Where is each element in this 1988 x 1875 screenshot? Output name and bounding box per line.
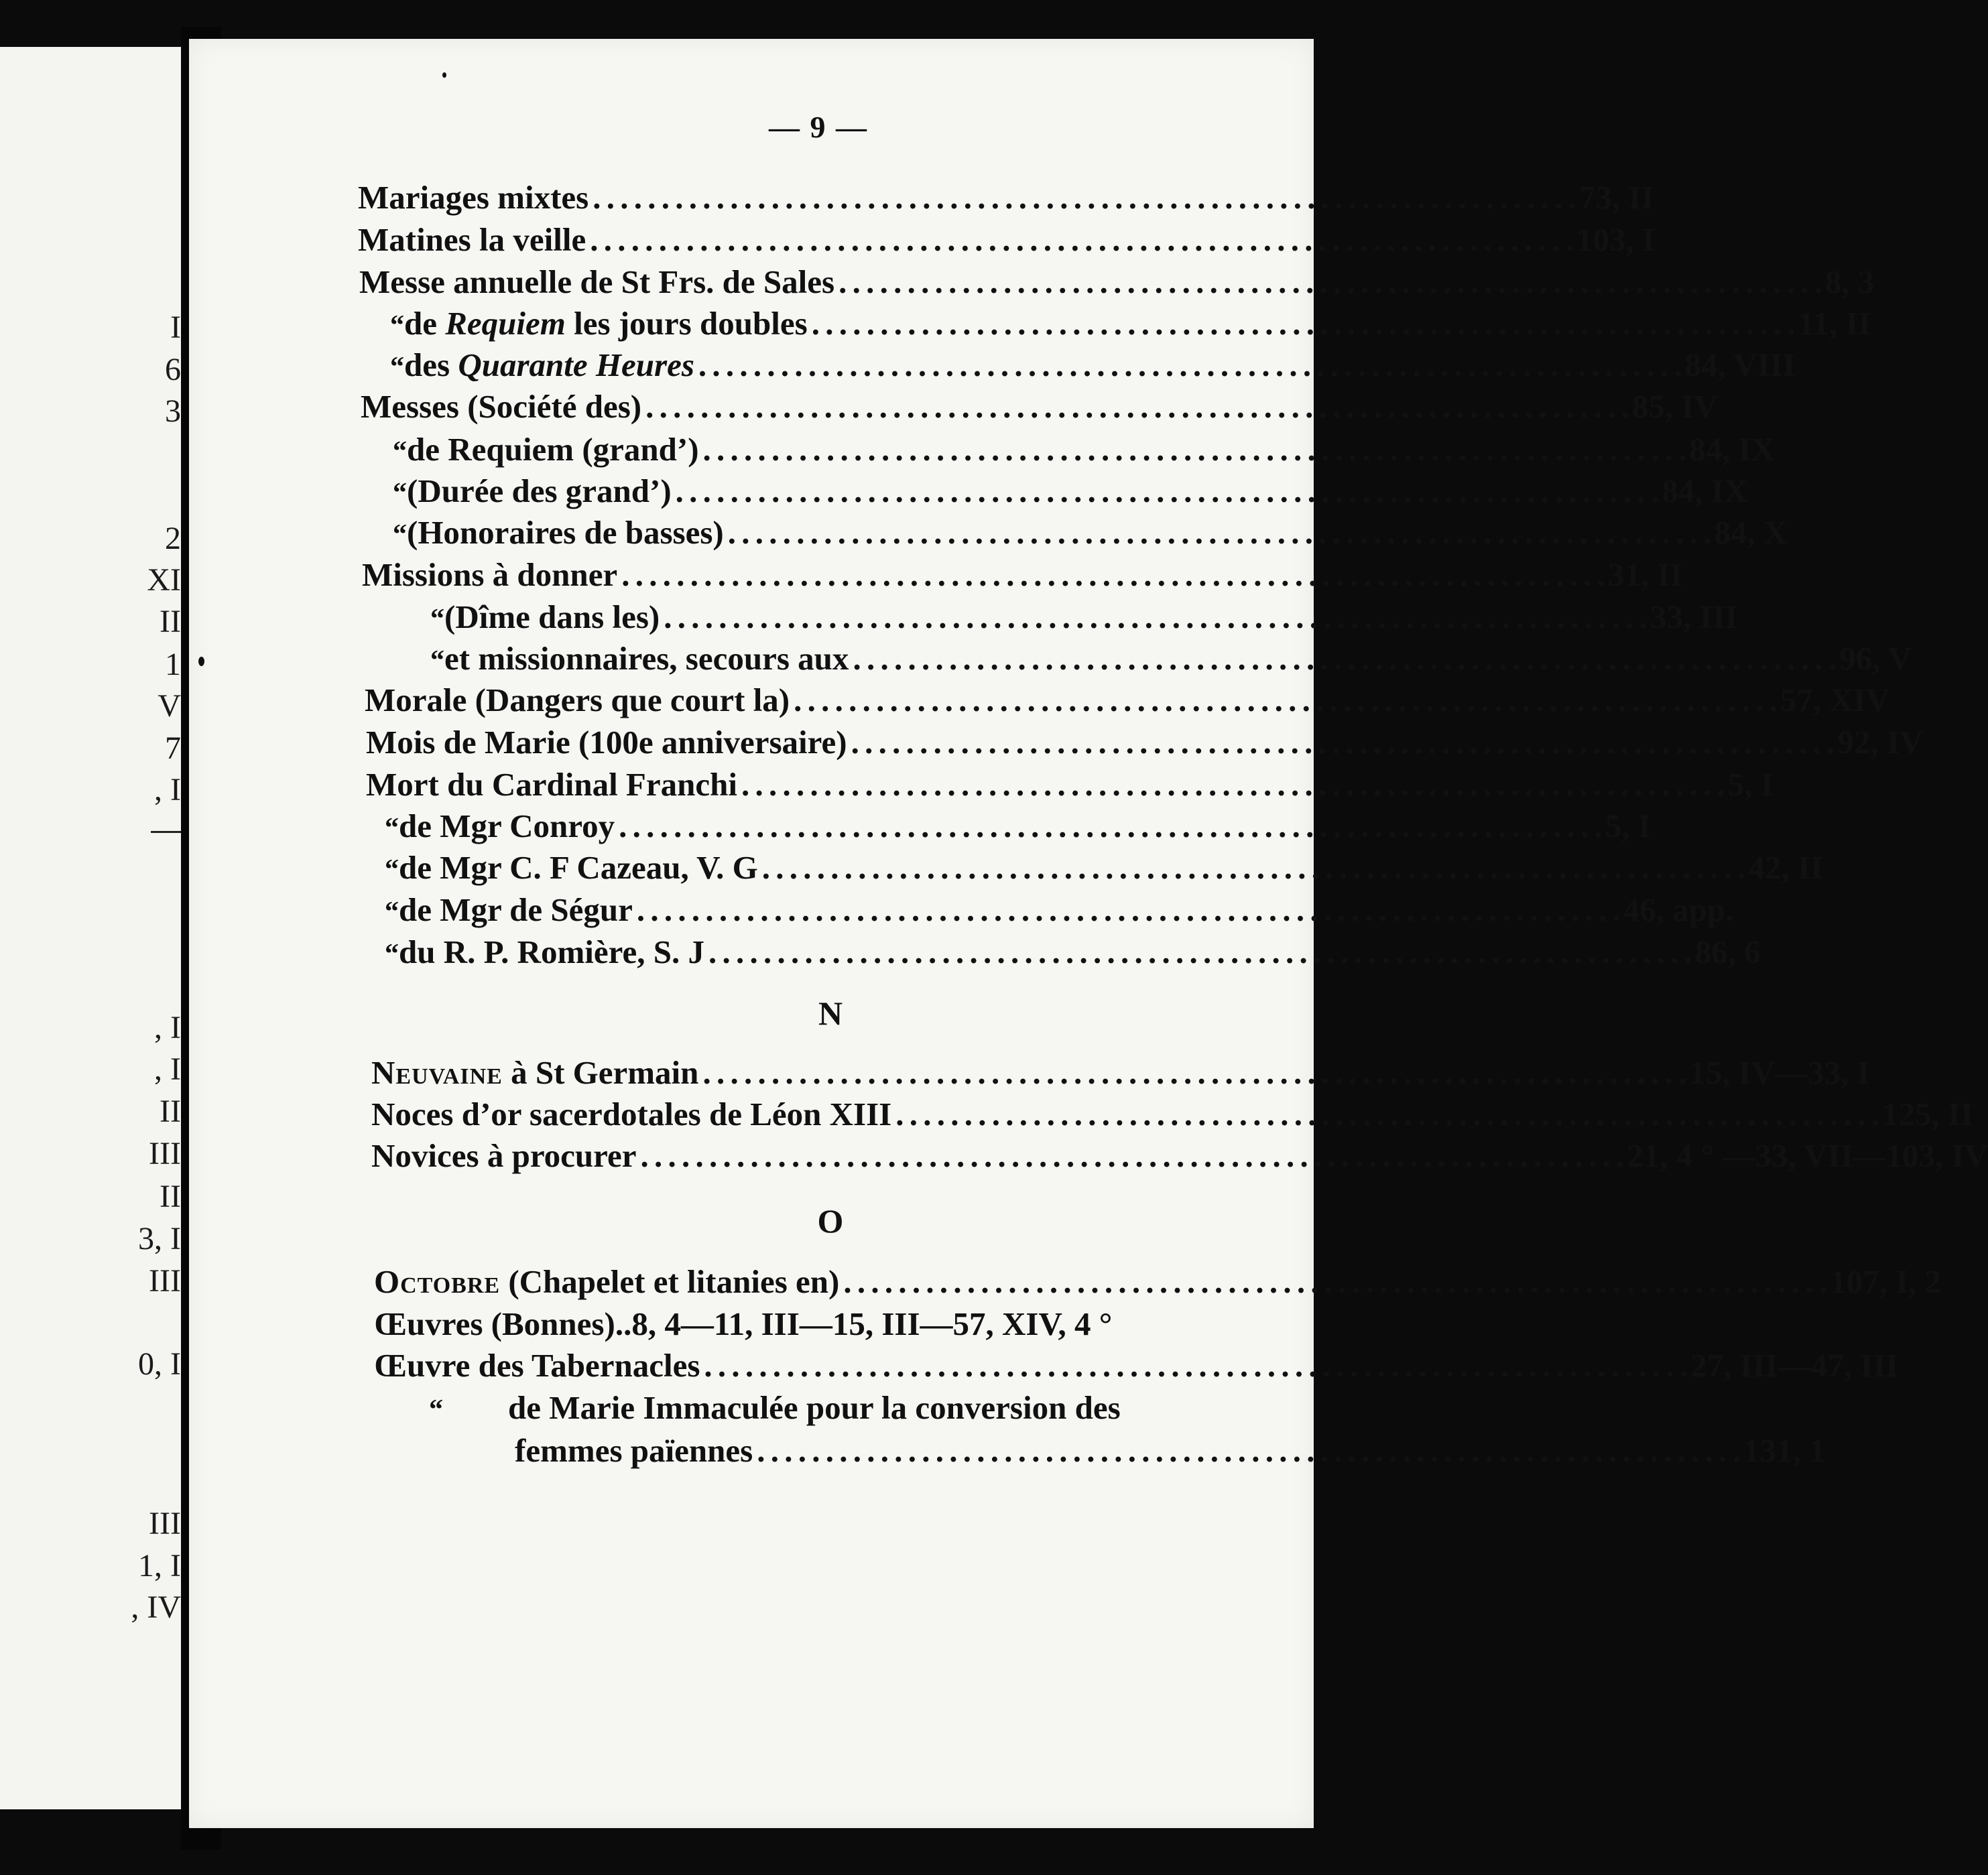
entry-reference: 103, I [1576, 221, 1656, 258]
ditto-mark: “ [385, 813, 399, 844]
index-entry [371, 1137, 1988, 1174]
ditto-mark: “ [429, 1395, 443, 1425]
left-fragment-text: III [149, 1506, 181, 1541]
index-entry [366, 724, 1924, 761]
index-entry [429, 1391, 1358, 1424]
entry-text: Œuvre des Tabernacles [374, 1347, 700, 1384]
dot-leader [703, 433, 1686, 466]
dot-leader [843, 1265, 1826, 1298]
index-entry [361, 388, 1718, 425]
entry-reference: 5, I [1605, 807, 1651, 844]
entry-text: Messe annuelle de St Frs. de Sales [359, 263, 835, 300]
entry-reference: 84, IX [1662, 472, 1748, 509]
left-fragment-text: 1, I [138, 1548, 181, 1583]
left-fragment-text: 3, I [138, 1221, 181, 1256]
index-entry [366, 766, 1774, 803]
dot-leader [702, 1056, 1685, 1089]
entry-text: Neuvaine à St Germain [371, 1054, 699, 1091]
entry-text: (Durée des grand’) [407, 472, 672, 509]
ditto-mark: “ [385, 897, 399, 927]
entry-text: du R. P. Romière, S. J [399, 933, 705, 970]
entry-text: Matines la veille [358, 221, 586, 258]
entry-reference: 107, I, 2 [1830, 1263, 1942, 1300]
scan-speck [198, 657, 204, 666]
entry-reference: 33, III [1650, 598, 1738, 635]
entry-text: de Marie Immaculée pour la conversion des [508, 1389, 1121, 1426]
entry-reference: 131, 1 [1743, 1432, 1826, 1469]
ditto-mark: “ [385, 939, 399, 970]
index-entry [393, 514, 1788, 551]
entry-reference: 5, I [1727, 766, 1774, 803]
entry-reference: 21, 4 ° —33, VII—103, IV [1627, 1137, 1988, 1174]
dot-leader [853, 642, 1835, 675]
ditto-mark: “ [385, 854, 399, 885]
entry-text: Morale (Dangers que court la) [365, 682, 790, 718]
index-page [189, 39, 1988, 1828]
entry-text: de Requiem les jours doubles [404, 305, 808, 342]
entry-reference: 11, II [1798, 305, 1871, 342]
left-fragment-text: II [160, 1094, 181, 1129]
dot-leader [593, 181, 1575, 214]
index-entry [393, 472, 1748, 509]
dot-leader [708, 935, 1691, 968]
entry-text: Mariages mixtes [358, 179, 589, 216]
left-fragment-text: , I [154, 1010, 181, 1045]
page-number: — 9 — [769, 110, 868, 144]
entry-text: de Mgr C. F Cazeau, V. G [399, 849, 758, 886]
ditto-mark: “ [393, 478, 407, 509]
entry-reference: 92, IV [1837, 724, 1924, 761]
index-entry [390, 346, 1796, 383]
ditto-mark: “ [393, 519, 407, 550]
entry-text: de Requiem (grand’) [407, 431, 699, 468]
index-entry [359, 263, 1875, 300]
entry-reference: 46, app. [1623, 891, 1734, 928]
entry-text: Noces d’or sacerdotales de Léon XIII [371, 1096, 892, 1133]
dot-leader [645, 390, 1628, 423]
entry-text: Octobre (Chapelet et litanies en) [374, 1263, 840, 1300]
entry-text: Mois de Marie (100e anniversaire) [366, 724, 847, 761]
dot-leader [895, 1098, 1878, 1130]
entry-reference: 42, II [1748, 849, 1824, 886]
entry-reference: 8, 3 [1824, 263, 1875, 300]
index-entry [358, 221, 1656, 258]
dot-leader [698, 348, 1681, 381]
ditto-mark: “ [390, 352, 404, 383]
ditto-mark: “ [393, 436, 407, 467]
left-fragment-text: III [149, 1263, 181, 1299]
dot-leader [812, 307, 1794, 340]
entry-text: Œuvres (Bonnes)..8, 4—11, III—15, III—57, XIV, 4 ° [374, 1305, 1113, 1342]
dot-leader [757, 1434, 1739, 1467]
dot-leader [741, 768, 1724, 801]
left-fragment-text: 2 [165, 521, 181, 556]
left-fragment-text: I [170, 310, 181, 345]
entry-text: Novices à procurer [371, 1137, 637, 1174]
entry-text: et missionnaires, secours aux [444, 640, 849, 677]
entry-reference: 84, IX [1689, 431, 1776, 468]
dot-leader [621, 558, 1604, 591]
index-entry [385, 807, 1651, 844]
entry-text: (Dîme dans les) [444, 598, 660, 635]
index-entry [362, 556, 1683, 593]
dot-leader [851, 726, 1834, 759]
left-fragment-text: XI [147, 562, 181, 598]
entry-reference: 27, III—47, III [1690, 1347, 1899, 1384]
dot-leader [704, 1349, 1686, 1382]
index-entry [371, 1096, 1974, 1133]
dot-leader [637, 893, 1619, 926]
dot-leader [794, 684, 1776, 716]
dot-leader [664, 600, 1646, 633]
entry-text: de Mgr de Ségur [399, 891, 633, 928]
entry-text: Messes (Société des) [361, 388, 642, 425]
entry-text: Missions à donner [362, 556, 618, 593]
ditto-mark: “ [390, 310, 404, 341]
left-fragment-text: V [158, 688, 181, 724]
index-entry [385, 891, 1734, 928]
index-entry [358, 179, 1654, 216]
dot-leader [838, 265, 1821, 298]
dot-leader [619, 810, 1601, 842]
left-fragment-text: , IV [131, 1590, 181, 1625]
entry-text: (Honoraires de basses) [407, 514, 724, 551]
entry-reference: 84, VIII [1684, 346, 1796, 383]
index-entry [385, 849, 1824, 886]
index-entry [365, 682, 1890, 718]
entry-reference: 31, II [1607, 556, 1683, 593]
left-fragment-text: 3 [165, 393, 181, 429]
scan-speck [442, 72, 446, 78]
section-heading-o: O [817, 1202, 844, 1240]
left-fragment-text: 6 [165, 352, 181, 387]
dot-leader [728, 516, 1711, 549]
left-fragment-text: III [149, 1136, 181, 1171]
entry-reference: 125, II [1881, 1096, 1974, 1133]
index-entry [371, 1054, 1870, 1091]
entry-text: de Mgr Conroy [399, 807, 615, 844]
left-fragment-text: , I [154, 1051, 181, 1087]
index-entry [374, 1307, 1357, 1340]
entry-reference: 57, XIV [1780, 682, 1890, 718]
section-heading-n: N [818, 994, 843, 1032]
left-rule [151, 831, 181, 833]
index-entry [390, 305, 1871, 342]
left-fragment-text: II [160, 604, 181, 639]
entry-reference: 15, IV—33, I [1689, 1054, 1870, 1091]
dot-leader [590, 223, 1572, 256]
index-entry [374, 1347, 1899, 1384]
entry-text: des Quarante Heures [404, 346, 694, 383]
dot-leader [641, 1139, 1623, 1172]
entry-reference: 96, V [1839, 640, 1912, 677]
entry-reference: 86, 6 [1694, 933, 1761, 970]
entry-reference: 84, X [1714, 514, 1788, 551]
entry-text: femmes païennes [515, 1432, 753, 1469]
left-page-fragment [0, 47, 181, 1809]
left-fragment-text: II [160, 1179, 181, 1214]
left-fragment-text: 1 [165, 647, 181, 682]
dot-leader [676, 474, 1658, 507]
dot-leader [762, 851, 1745, 884]
ditto-mark: “ [430, 604, 444, 635]
ditto-mark: “ [430, 645, 444, 676]
index-entry [430, 640, 1912, 677]
entry-reference: 85, IV [1631, 388, 1718, 425]
entry-reference: 73, II [1579, 179, 1654, 216]
left-fragment-text: 0, I [138, 1346, 181, 1382]
index-entry [385, 933, 1761, 970]
entry-text: Mort du Cardinal Franchi [366, 766, 737, 803]
index-entry [430, 598, 1738, 635]
index-entry [374, 1263, 1942, 1300]
index-entry [515, 1432, 1826, 1469]
index-entry [393, 431, 1776, 468]
left-fragment-text: 7 [165, 730, 181, 766]
left-fragment-text: , I [154, 772, 181, 807]
